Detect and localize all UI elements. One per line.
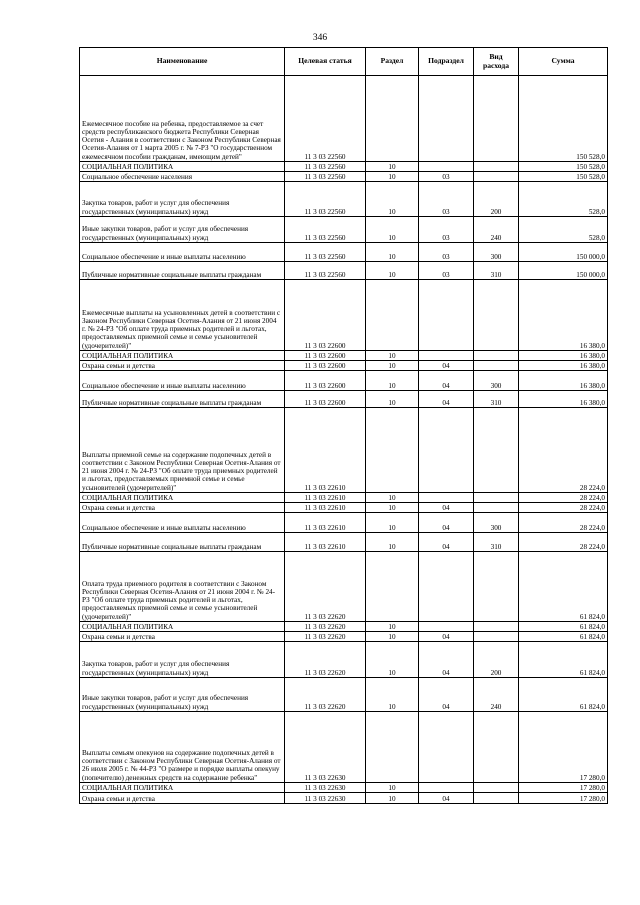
cell-section	[366, 76, 419, 162]
table-row	[80, 503, 608, 513]
table-row	[80, 162, 608, 172]
cell-subsection: 04	[419, 642, 474, 678]
cell-target-article: 11 3 03 22610	[285, 533, 366, 552]
table-row	[80, 533, 608, 552]
cell-section: 10	[366, 361, 419, 371]
cell-expense-type: 310	[474, 391, 519, 408]
cell-amount: 150 000,0	[519, 243, 608, 262]
cell-name: СОЦИАЛЬНАЯ ПОЛИТИКА	[80, 351, 285, 361]
cell-name: Оплата труда приемного родителя в соответствии с Законом Республики Северная Осетия-Алания от 21 июня 2004 г. № 24-РЗ "Об оплате труда приемных родителей и льготах, предоставляемых приемной семье и семье усыновителей (удочерителей)"	[80, 552, 285, 622]
cell-subsection: 04	[419, 391, 474, 408]
cell-section: 10	[366, 351, 419, 361]
cell-name: Иные закупки товаров, работ и услуг для обеспечения государственных (муниципальных) нужд	[80, 678, 285, 712]
table-row	[80, 351, 608, 361]
cell-section: 10	[366, 493, 419, 503]
table-row	[80, 262, 608, 280]
cell-subsection: 04	[419, 513, 474, 533]
cell-subsection: 03	[419, 172, 474, 182]
cell-subsection: 04	[419, 632, 474, 642]
cell-amount: 61 824,0	[519, 678, 608, 712]
cell-section: 10	[366, 632, 419, 642]
cell-expense-type	[474, 552, 519, 622]
cell-target-article: 11 3 03 22610	[285, 408, 366, 493]
cell-expense-type	[474, 632, 519, 642]
cell-section: 10	[366, 371, 419, 391]
table-row	[80, 391, 608, 408]
cell-section: 10	[366, 172, 419, 182]
cell-name: Охрана семьи и детства	[80, 503, 285, 513]
table-row	[80, 632, 608, 642]
cell-expense-type	[474, 503, 519, 513]
table-row	[80, 513, 608, 533]
cell-section: 10	[366, 533, 419, 552]
cell-expense-type	[474, 408, 519, 493]
cell-name: Закупка товаров, работ и услуг для обеспечения государственных (муниципальных) нужд	[80, 642, 285, 678]
cell-amount: 28 224,0	[519, 533, 608, 552]
header-amount: Сумма	[519, 48, 608, 76]
table-row	[80, 493, 608, 503]
cell-target-article: 11 3 03 22560	[285, 262, 366, 280]
budget-table	[79, 47, 608, 804]
cell-amount: 28 224,0	[519, 408, 608, 493]
cell-section: 10	[366, 162, 419, 172]
cell-expense-type: 310	[474, 262, 519, 280]
cell-section: 10	[366, 783, 419, 793]
cell-subsection	[419, 280, 474, 351]
cell-subsection: 04	[419, 503, 474, 513]
cell-expense-type	[474, 361, 519, 371]
cell-section: 10	[366, 503, 419, 513]
page-number: 346	[312, 33, 328, 43]
cell-name: Выплаты приемной семье на содержание подопечных детей в соответствии с Законом Республики Северная Осетия-Алания от 21 июня 2004 г. № 24-РЗ "Об оплате труда приемных родителей и льготах, предоставляемых приемной семье и семье усыновителей (удочерителей)"	[80, 408, 285, 493]
cell-amount: 17 280,0	[519, 783, 608, 793]
cell-expense-type: 310	[474, 533, 519, 552]
cell-amount: 150 528,0	[519, 76, 608, 162]
cell-expense-type	[474, 712, 519, 783]
table-row	[80, 642, 608, 678]
header-row	[80, 48, 608, 76]
cell-subsection	[419, 76, 474, 162]
cell-subsection: 04	[419, 678, 474, 712]
cell-amount: 16 380,0	[519, 361, 608, 371]
header-subsection: Подраздел	[419, 48, 474, 76]
cell-subsection: 04	[419, 371, 474, 391]
cell-amount: 16 380,0	[519, 371, 608, 391]
cell-section: 10	[366, 793, 419, 804]
cell-subsection	[419, 493, 474, 503]
cell-amount: 61 824,0	[519, 552, 608, 622]
cell-expense-type: 300	[474, 371, 519, 391]
cell-target-article: 11 3 03 22620	[285, 622, 366, 632]
cell-name: Ежемесячное пособие на ребенка, предоставляемое за счет средств республиканского бюджета Республики Северная Осетия - Алания в соответствии с Законом Республики Северная Осетия-Алания от 1 марта 2005 г. № 7-РЗ "О государственном ежемесячном пособии гражданам, имеющим детей"	[80, 76, 285, 162]
cell-subsection	[419, 783, 474, 793]
cell-name: Публичные нормативные социальные выплаты гражданам	[80, 262, 285, 280]
header-expense-type: Вид расхода	[474, 48, 519, 76]
cell-name: Социальное обеспечение населения	[80, 172, 285, 182]
table-row	[80, 622, 608, 632]
cell-subsection	[419, 162, 474, 172]
cell-name: Публичные нормативные социальные выплаты гражданам	[80, 533, 285, 552]
cell-amount: 28 224,0	[519, 513, 608, 533]
cell-expense-type: 240	[474, 217, 519, 243]
cell-amount: 61 824,0	[519, 632, 608, 642]
cell-amount: 61 824,0	[519, 642, 608, 678]
cell-target-article: 11 3 03 22610	[285, 513, 366, 533]
cell-name: СОЦИАЛЬНАЯ ПОЛИТИКА	[80, 622, 285, 632]
cell-subsection	[419, 552, 474, 622]
table-row	[80, 361, 608, 371]
cell-expense-type: 300	[474, 513, 519, 533]
table-row	[80, 280, 608, 351]
cell-section: 10	[366, 243, 419, 262]
cell-name: Иные закупки товаров, работ и услуг для обеспечения государственных (муниципальных) нужд	[80, 217, 285, 243]
cell-subsection: 03	[419, 243, 474, 262]
cell-target-article: 11 3 03 22610	[285, 503, 366, 513]
cell-amount: 17 280,0	[519, 712, 608, 783]
header-name: Наименование	[80, 48, 285, 76]
cell-expense-type	[474, 622, 519, 632]
cell-name: Охрана семьи и детства	[80, 632, 285, 642]
table-row	[80, 182, 608, 217]
cell-section	[366, 552, 419, 622]
header-section: Раздел	[366, 48, 419, 76]
cell-name: СОЦИАЛЬНАЯ ПОЛИТИКА	[80, 162, 285, 172]
cell-expense-type	[474, 793, 519, 804]
cell-target-article: 11 3 03 22560	[285, 76, 366, 162]
cell-subsection: 03	[419, 262, 474, 280]
cell-amount: 16 380,0	[519, 391, 608, 408]
cell-target-article: 11 3 03 22560	[285, 162, 366, 172]
cell-section: 10	[366, 262, 419, 280]
cell-target-article: 11 3 03 22620	[285, 632, 366, 642]
cell-name: Социальное обеспечение и иные выплаты населению	[80, 513, 285, 533]
cell-expense-type	[474, 172, 519, 182]
cell-expense-type	[474, 76, 519, 162]
cell-target-article: 11 3 03 22600	[285, 280, 366, 351]
table-row	[80, 217, 608, 243]
cell-name: Выплаты семьям опекунов на содержание подопечных детей в соответствии с Законом Республики Северная Осетия-Алания от 26 июля 2005 г. № 44-РЗ "О размере и порядке выплаты опекуну (попечителю) денежных средств на содержание ребенка"	[80, 712, 285, 783]
cell-name: Ежемесячные выплаты на усыновленных детей в соответствии с Законом Республики Северная Осетия-Алания от 21 июня 2004 г. № 24-РЗ "Об оплате труда приемных родителей и льготах, предоставляемых приемной семье и семье усыновителей (удочерителей)"	[80, 280, 285, 351]
cell-expense-type: 200	[474, 182, 519, 217]
cell-subsection: 04	[419, 533, 474, 552]
cell-expense-type	[474, 280, 519, 351]
cell-target-article: 11 3 03 22560	[285, 172, 366, 182]
table-row	[80, 783, 608, 793]
cell-name: Публичные нормативные социальные выплаты гражданам	[80, 391, 285, 408]
cell-amount: 528,0	[519, 217, 608, 243]
cell-amount: 28 224,0	[519, 503, 608, 513]
cell-target-article: 11 3 03 22560	[285, 217, 366, 243]
cell-expense-type: 300	[474, 243, 519, 262]
table-row	[80, 678, 608, 712]
cell-amount: 528,0	[519, 182, 608, 217]
cell-subsection: 03	[419, 182, 474, 217]
cell-expense-type	[474, 493, 519, 503]
cell-target-article: 11 3 03 22620	[285, 642, 366, 678]
cell-section: 10	[366, 217, 419, 243]
header-target-article: Целевая статья	[285, 48, 366, 76]
cell-subsection	[419, 712, 474, 783]
cell-subsection	[419, 408, 474, 493]
cell-name: Социальное обеспечение и иные выплаты населению	[80, 243, 285, 262]
cell-target-article: 11 3 03 22600	[285, 361, 366, 371]
cell-target-article: 11 3 03 22560	[285, 182, 366, 217]
cell-section: 10	[366, 391, 419, 408]
cell-subsection	[419, 351, 474, 361]
cell-target-article: 11 3 03 22600	[285, 391, 366, 408]
cell-target-article: 11 3 03 22630	[285, 712, 366, 783]
cell-target-article: 11 3 03 22630	[285, 793, 366, 804]
table-row	[80, 371, 608, 391]
cell-section: 10	[366, 678, 419, 712]
cell-name: Охрана семьи и детства	[80, 361, 285, 371]
cell-amount: 150 528,0	[519, 172, 608, 182]
table-row	[80, 712, 608, 783]
table-row	[80, 76, 608, 162]
cell-target-article: 11 3 03 22600	[285, 351, 366, 361]
cell-section	[366, 408, 419, 493]
cell-amount: 61 824,0	[519, 622, 608, 632]
cell-subsection: 03	[419, 217, 474, 243]
table-row	[80, 172, 608, 182]
table-body	[80, 76, 608, 804]
cell-subsection: 04	[419, 361, 474, 371]
cell-name: Закупка товаров, работ и услуг для обеспечения государственных (муниципальных) нужд	[80, 182, 285, 217]
cell-section: 10	[366, 182, 419, 217]
table-row	[80, 552, 608, 622]
cell-amount: 16 380,0	[519, 351, 608, 361]
cell-target-article: 11 3 03 22610	[285, 493, 366, 503]
cell-target-article: 11 3 03 22560	[285, 243, 366, 262]
cell-expense-type	[474, 351, 519, 361]
cell-section: 10	[366, 642, 419, 678]
cell-section	[366, 712, 419, 783]
cell-amount: 17 280,0	[519, 793, 608, 804]
cell-section	[366, 280, 419, 351]
cell-target-article: 11 3 03 22620	[285, 678, 366, 712]
cell-expense-type: 240	[474, 678, 519, 712]
table-row	[80, 793, 608, 804]
cell-section: 10	[366, 622, 419, 632]
cell-expense-type	[474, 783, 519, 793]
cell-section: 10	[366, 513, 419, 533]
table-row	[80, 243, 608, 262]
cell-amount: 28 224,0	[519, 493, 608, 503]
cell-amount: 16 380,0	[519, 280, 608, 351]
table-row	[80, 408, 608, 493]
cell-name: СОЦИАЛЬНАЯ ПОЛИТИКА	[80, 493, 285, 503]
cell-amount: 150 000,0	[519, 262, 608, 280]
cell-name: СОЦИАЛЬНАЯ ПОЛИТИКА	[80, 783, 285, 793]
cell-subsection: 04	[419, 793, 474, 804]
cell-target-article: 11 3 03 22620	[285, 552, 366, 622]
cell-name: Социальное обеспечение и иные выплаты населению	[80, 371, 285, 391]
cell-expense-type	[474, 162, 519, 172]
cell-amount: 150 528,0	[519, 162, 608, 172]
cell-name: Охрана семьи и детства	[80, 793, 285, 804]
cell-target-article: 11 3 03 22630	[285, 783, 366, 793]
cell-expense-type: 200	[474, 642, 519, 678]
cell-subsection	[419, 622, 474, 632]
cell-target-article: 11 3 03 22600	[285, 371, 366, 391]
